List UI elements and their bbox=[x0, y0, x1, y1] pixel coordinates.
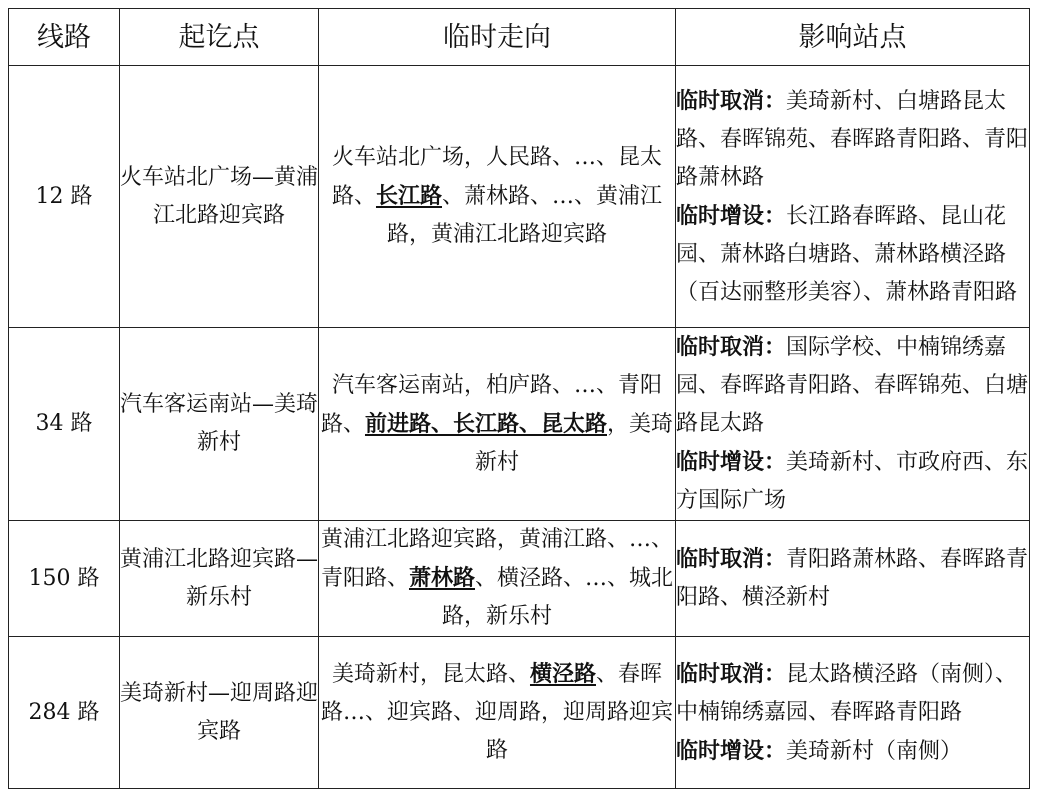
header-ends: 起讫点 bbox=[120, 9, 319, 66]
affected-stops bbox=[676, 328, 1030, 521]
route-direction bbox=[319, 66, 676, 328]
label-colon: ： bbox=[764, 449, 787, 475]
label-colon: ： bbox=[764, 660, 787, 687]
route-change-table bbox=[8, 8, 1030, 789]
route-number: 150 路 bbox=[9, 521, 120, 637]
cancelled-stops bbox=[676, 540, 1029, 617]
added-stops-text: 美琦新村（南侧） bbox=[786, 738, 963, 764]
table-row bbox=[9, 66, 1030, 328]
direction-text: ，美琦新村 bbox=[474, 411, 674, 475]
direction-text: 、萧林路、…、黄浦江路，黄浦江北路迎宾路 bbox=[386, 184, 663, 247]
header-impact: 影响站点 bbox=[676, 9, 1030, 66]
direction-highlight: 长江路 bbox=[375, 183, 442, 209]
route-endpoints: 汽车客运南站—美琦新村 bbox=[120, 328, 319, 521]
cancelled-stops bbox=[676, 328, 1029, 443]
add-label: 临时增设 bbox=[676, 202, 765, 229]
label-colon: ： bbox=[764, 546, 787, 572]
table-row bbox=[9, 521, 1030, 637]
direction-text: 、横泾路、…、城北路，新乐村 bbox=[441, 566, 674, 629]
added-stops bbox=[676, 732, 1029, 771]
header-direction: 临时走向 bbox=[319, 9, 676, 66]
table-row bbox=[9, 637, 1030, 789]
added-stops-text: 美琦新村、市政府西、东方国际广场 bbox=[676, 450, 1029, 513]
route-number: 34 路 bbox=[9, 328, 120, 521]
direction-text: 黄浦江北路迎宾路，黄浦江路、…、青阳路、 bbox=[320, 527, 673, 591]
affected-stops bbox=[676, 66, 1030, 328]
cancelled-stops bbox=[676, 655, 1029, 732]
cancelled-stops-text: 昆太路横泾路（南侧）、中楠锦绣嘉园、春晖路青阳路 bbox=[676, 661, 1018, 725]
route-endpoints: 美琦新村—迎周路迎宾路 bbox=[120, 637, 319, 789]
direction-highlight: 萧林路 bbox=[408, 565, 475, 591]
route-direction bbox=[319, 637, 676, 789]
label-colon: ： bbox=[764, 87, 787, 114]
route-direction bbox=[319, 328, 676, 521]
direction-text: 、春晖路…、迎宾路、迎周路，迎周路迎宾路 bbox=[320, 662, 673, 763]
cancel-label: 临时取消 bbox=[676, 334, 765, 360]
added-stops bbox=[676, 443, 1029, 520]
cancel-label: 临时取消 bbox=[676, 660, 765, 687]
route-number: 284 路 bbox=[9, 637, 120, 789]
label-colon: ： bbox=[764, 334, 787, 360]
added-stops-text: 长江路春晖路、昆山花园、萧林路白塘路、萧林路横泾路（百达丽整形美容）、萧林路青阳路 bbox=[676, 203, 1018, 305]
affected-stops bbox=[676, 521, 1030, 637]
add-label: 临时增设 bbox=[676, 449, 765, 475]
cancel-label: 临时取消 bbox=[676, 87, 765, 114]
cancelled-stops-text: 国际学校、中楠锦绣嘉园、春晖路青阳路、春晖锦苑、白塘路昆太路 bbox=[676, 335, 1029, 436]
cancelled-stops-text: 青阳路萧林路、春晖路青阳路、横泾新村 bbox=[676, 547, 1029, 610]
direction-text: 火车站北广场，人民路、…、昆太路、 bbox=[331, 145, 662, 209]
affected-stops bbox=[676, 637, 1030, 789]
route-endpoints: 黄浦江北路迎宾路—新乐村 bbox=[120, 521, 319, 637]
route-endpoints: 火车站北广场—黄浦江北路迎宾路 bbox=[120, 66, 319, 328]
route-direction bbox=[319, 521, 676, 637]
route-number: 12 路 bbox=[9, 66, 120, 328]
table-row bbox=[9, 328, 1030, 521]
direction-text: 汽车客运南站，柏庐路、…、青阳路、 bbox=[320, 372, 662, 437]
direction-highlight: 横泾路 bbox=[529, 661, 596, 687]
added-stops bbox=[676, 197, 1029, 312]
label-colon: ： bbox=[764, 737, 787, 764]
header-row bbox=[9, 9, 1030, 66]
cancel-label: 临时取消 bbox=[676, 546, 765, 572]
add-label: 临时增设 bbox=[676, 737, 765, 764]
header-route: 线路 bbox=[9, 9, 120, 66]
label-colon: ： bbox=[764, 202, 787, 229]
cancelled-stops bbox=[676, 82, 1029, 197]
direction-highlight: 前进路、长江路、昆太路 bbox=[364, 410, 607, 437]
direction-text: 美琦新村，昆太路、 bbox=[331, 662, 530, 687]
cancelled-stops-text: 美琦新村、白塘路昆太路、春晖锦苑、春晖路青阳路、青阳路萧林路 bbox=[676, 88, 1029, 190]
